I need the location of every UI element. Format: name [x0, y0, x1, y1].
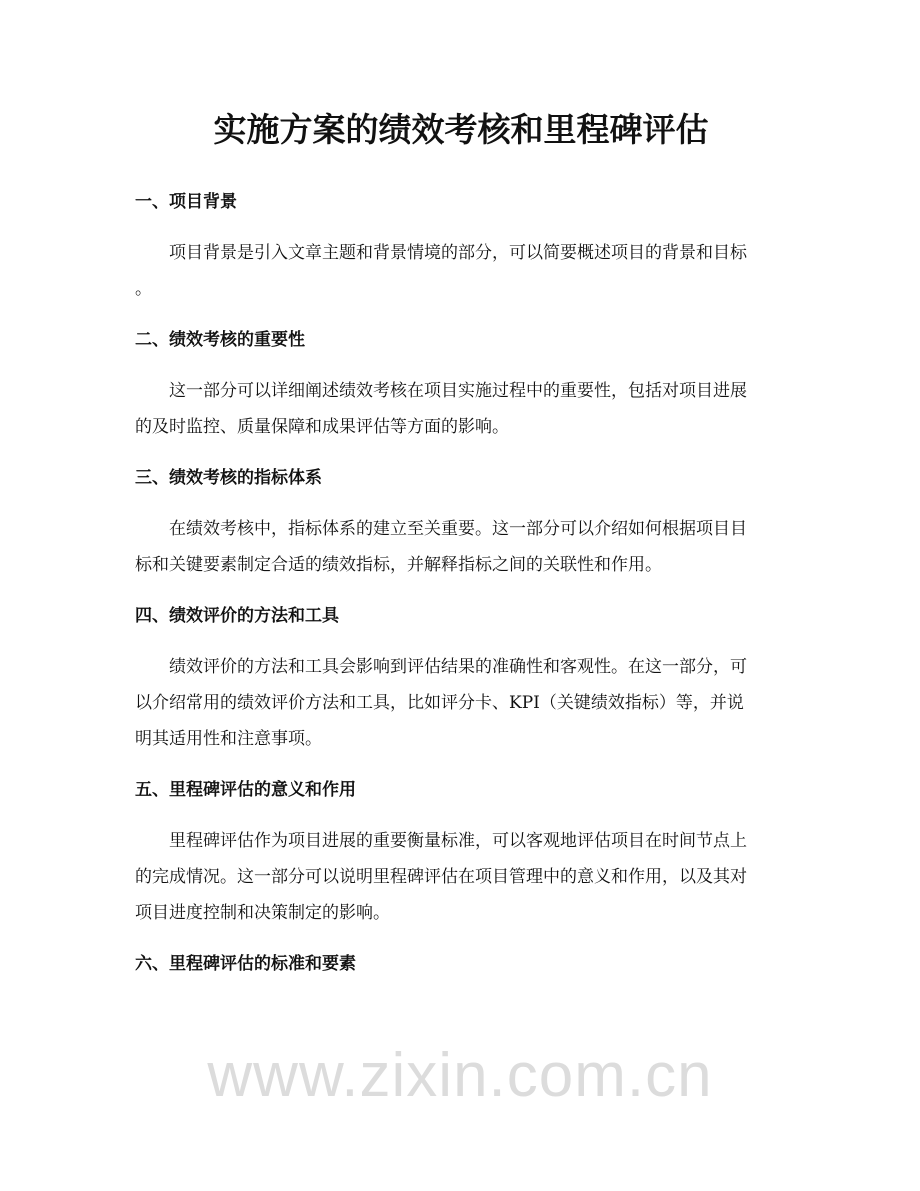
section-paragraph	[135, 235, 787, 307]
paragraph-line: 明其适用性和注意事项。	[135, 729, 322, 749]
paragraph-line: 项目背景是引入文章主题和背景情境的部分，可以简要概述项目的背景和目标	[169, 243, 747, 263]
section-heading: 二、绩效考核的重要性	[135, 330, 305, 350]
section-heading: 一、项目背景	[135, 192, 237, 212]
paragraph-line: 绩效评价的方法和工具会影响到评估结果的准确性和客观性。在这一部分，可	[169, 657, 747, 677]
section-paragraph	[135, 373, 787, 445]
document-title: 实施方案的绩效考核和里程碑评估	[213, 110, 709, 149]
section-heading: 四、绩效评价的方法和工具	[135, 606, 339, 626]
paragraph-line: 的完成情况。这一部分可以说明里程碑评估在项目管理中的意义和作用，以及其对	[135, 867, 747, 887]
paragraph-line: 项目进度控制和决策制定的影响。	[135, 903, 390, 923]
section-paragraph	[135, 649, 787, 757]
section-heading: 三、绩效考核的指标体系	[135, 468, 322, 488]
sections	[135, 184, 787, 982]
document-page	[135, 105, 787, 997]
paragraph-line: 。	[135, 279, 152, 299]
section-paragraph	[135, 823, 787, 931]
paragraph-line: 以介绍常用的绩效评价方法和工具，比如评分卡、KPI（关键绩效指标）等，并说	[135, 693, 744, 713]
paragraph-line: 在绩效考核中，指标体系的建立至关重要。这一部分可以介绍如何根据项目目	[169, 519, 747, 539]
section-paragraph	[135, 511, 787, 583]
paragraph-line: 里程碑评估作为项目进展的重要衡量标准，可以客观地评估项目在时间节点上	[169, 831, 747, 851]
paragraph-line: 这一部分可以详细阐述绩效考核在项目实施过程中的重要性，包括对项目进展	[169, 381, 747, 401]
watermark: www.zixin.com.cn	[207, 1041, 713, 1110]
paragraph-line: 的及时监控、质量保障和成果评估等方面的影响。	[135, 417, 509, 437]
section-heading: 六、里程碑评估的标准和要素	[135, 954, 356, 974]
paragraph-line: 标和关键要素制定合适的绩效指标，并解释指标之间的关联性和作用。	[135, 555, 662, 575]
section-heading: 五、里程碑评估的意义和作用	[135, 780, 356, 800]
